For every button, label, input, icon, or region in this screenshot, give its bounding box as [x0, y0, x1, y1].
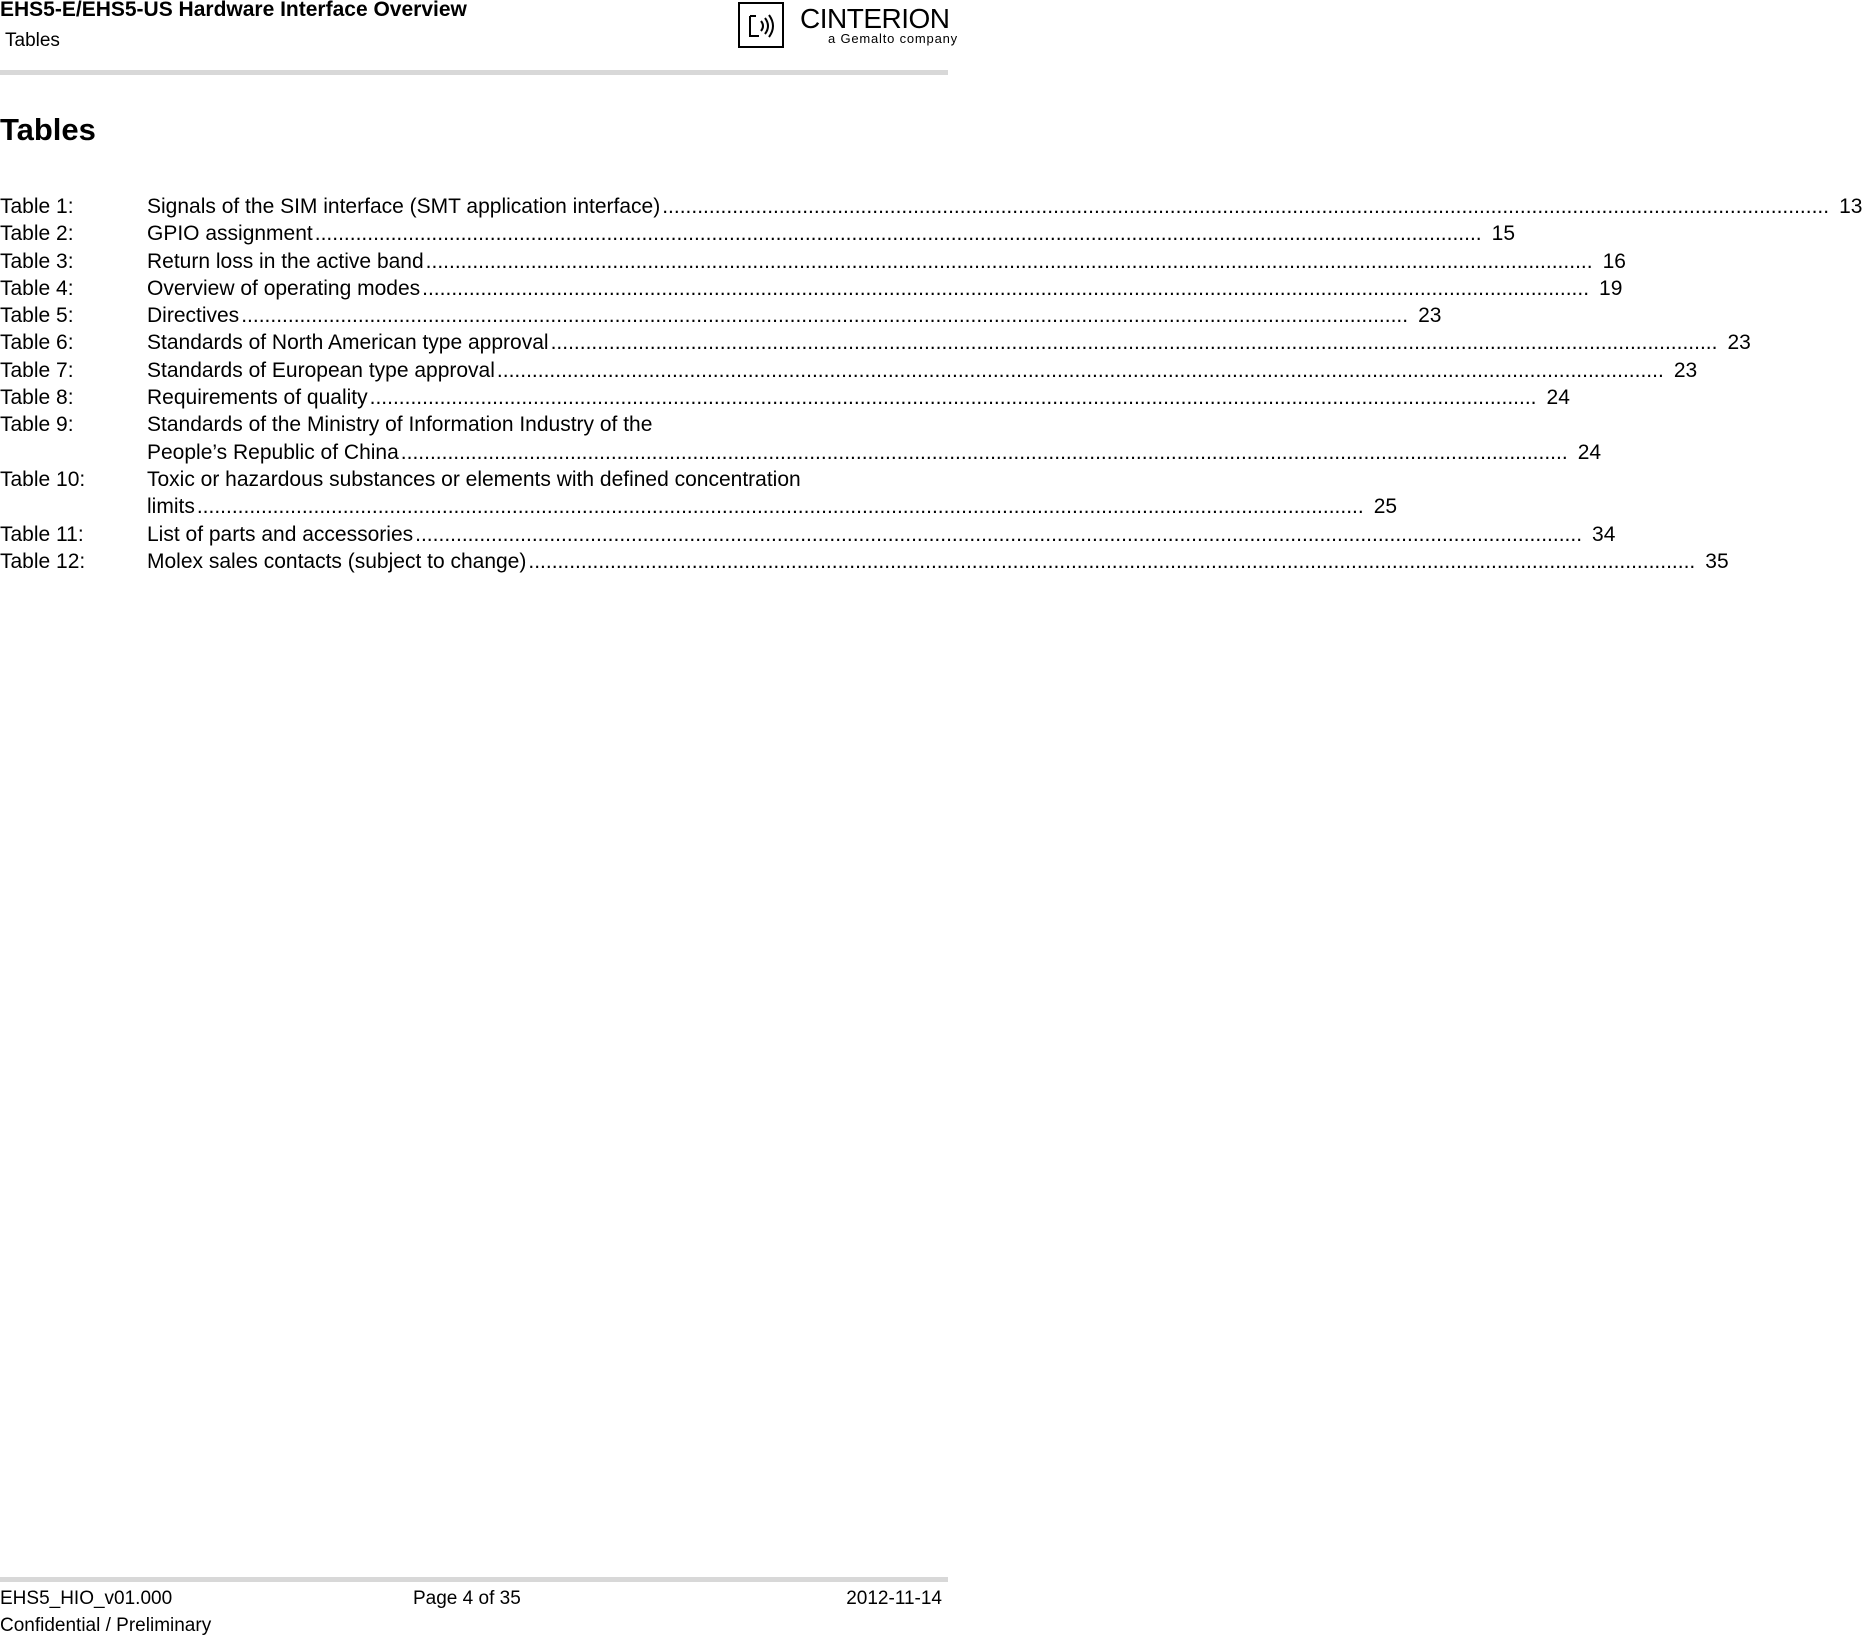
toc-page-number[interactable]: 24	[1546, 386, 1570, 410]
toc-page-number[interactable]: 13	[1839, 195, 1862, 218]
toc-entry-number: Table 9:	[0, 413, 74, 437]
toc-entry-title[interactable]: Requirements of quality	[147, 386, 368, 410]
toc-entry-number: Table 6:	[0, 331, 74, 355]
logo-wordmark: CINTERION	[800, 3, 950, 34]
toc-entry-number: Table 8:	[0, 386, 74, 410]
toc-page-number[interactable]: 15	[1491, 222, 1515, 246]
toc-dot-leader: ........................................................................................................................................................................................................	[550, 331, 1718, 355]
toc-entry[interactable]	[0, 548, 1729, 575]
toc-page-number[interactable]: 19	[1599, 276, 1623, 300]
toc-entry-title[interactable]: Signals of the SIM interface (SMT application interface)	[147, 195, 661, 218]
toc-entry-number: Table 10:	[0, 467, 86, 491]
page-header	[0, 0, 958, 70]
table-of-tables	[0, 193, 1862, 575]
toc-dot-leader: ........................................................................................................................................................................................................	[314, 222, 1482, 246]
toc-entry[interactable]	[0, 193, 1862, 220]
toc-dot-leader: ........................................................................................................................................................................................................	[400, 440, 1568, 464]
footer-divider	[0, 1577, 948, 1582]
toc-entry-title[interactable]: Standards of North American type approval	[147, 331, 549, 355]
toc-entry-title[interactable]: Toxic or hazardous substances or elements with defined concentration	[147, 467, 801, 491]
toc-entry[interactable]	[0, 521, 1616, 548]
toc-entry-number: Table 12:	[0, 549, 86, 573]
toc-entry-title[interactable]: Directives	[147, 304, 240, 328]
toc-dot-leader: ........................................................................................................................................................................................................	[528, 549, 1696, 573]
footer-date: 2012-11-14	[846, 1588, 942, 1609]
toc-dot-leader: ........................................................................................................................................................................................................	[425, 249, 1593, 273]
toc-dot-leader: ........................................................................................................................................................................................................	[422, 276, 1590, 300]
page-footer	[0, 1588, 945, 1640]
footer-page-number: Page 4 of 35	[413, 1588, 521, 1609]
toc-entry[interactable]	[0, 248, 1626, 275]
footer-document-id: EHS5_HIO_v01.000	[0, 1588, 173, 1609]
toc-entry-title[interactable]: GPIO assignment	[147, 222, 313, 246]
toc-dot-leader: ........................................................................................................................................................................................................	[241, 304, 1409, 328]
toc-page-number[interactable]: 35	[1705, 549, 1729, 573]
cinterion-logo-icon	[738, 2, 784, 48]
toc-entry[interactable]	[0, 220, 1515, 247]
toc-dot-leader: ........................................................................................................................................................................................................	[662, 195, 1830, 218]
toc-entry-number: Table 4:	[0, 276, 74, 300]
toc-entry-number: Table 5:	[0, 304, 74, 328]
toc-page-number[interactable]: 23	[1673, 358, 1698, 382]
toc-page-number[interactable]: 23	[1727, 331, 1751, 355]
toc-entry[interactable]	[0, 275, 1623, 302]
toc-entry-title[interactable]: Standards of the Ministry of Information Industry of the	[147, 413, 653, 437]
toc-dot-leader: ........................................................................................................................................................................................................	[496, 358, 1664, 382]
toc-entry[interactable]	[0, 411, 1602, 466]
toc-page-number[interactable]: 25	[1373, 495, 1398, 519]
toc-entry-title[interactable]: People’s Republic of China	[147, 440, 399, 464]
toc-entry-number: Table 1:	[0, 195, 74, 218]
toc-entry-title[interactable]: limits	[147, 495, 195, 519]
toc-page-number[interactable]: 24	[1577, 440, 1602, 464]
toc-dot-leader: ........................................................................................................................................................................................................	[196, 495, 1364, 519]
toc-entry-title[interactable]: Standards of European type approval	[147, 358, 495, 382]
toc-page-number[interactable]: 34	[1592, 522, 1616, 546]
toc-entry-title[interactable]: Molex sales contacts (subject to change)	[147, 549, 527, 573]
toc-entry-number: Table 3:	[0, 249, 74, 273]
toc-entry[interactable]	[0, 329, 1751, 356]
header-divider	[0, 70, 948, 75]
section-name: Tables	[5, 30, 60, 51]
toc-entry[interactable]	[0, 302, 1442, 329]
toc-page-number[interactable]: 23	[1418, 304, 1442, 328]
toc-page-number[interactable]: 16	[1602, 249, 1626, 273]
toc-entry-title[interactable]: Overview of operating modes	[147, 276, 421, 300]
toc-entry-number: Table 7:	[0, 358, 74, 382]
toc-entry-title[interactable]: List of parts and accessories	[147, 522, 414, 546]
toc-entry-title[interactable]: Return loss in the active band	[147, 249, 424, 273]
toc-dot-leader: ........................................................................................................................................................................................................	[369, 386, 1537, 410]
logo-tagline: a Gemalto company	[828, 31, 958, 46]
toc-entry[interactable]	[0, 357, 1698, 384]
toc-dot-leader: ........................................................................................................................................................................................................	[415, 522, 1583, 546]
page-heading: Tables	[0, 112, 96, 147]
company-logo	[738, 0, 958, 54]
toc-entry-number: Table 2:	[0, 222, 74, 246]
toc-entry[interactable]	[0, 384, 1570, 411]
document-title: EHS5-E/EHS5-US Hardware Interface Overview	[0, 0, 467, 21]
toc-entry[interactable]	[0, 466, 1398, 521]
toc-entry-number: Table 11:	[0, 522, 84, 546]
footer-confidentiality: Confidential / Preliminary	[0, 1615, 212, 1636]
